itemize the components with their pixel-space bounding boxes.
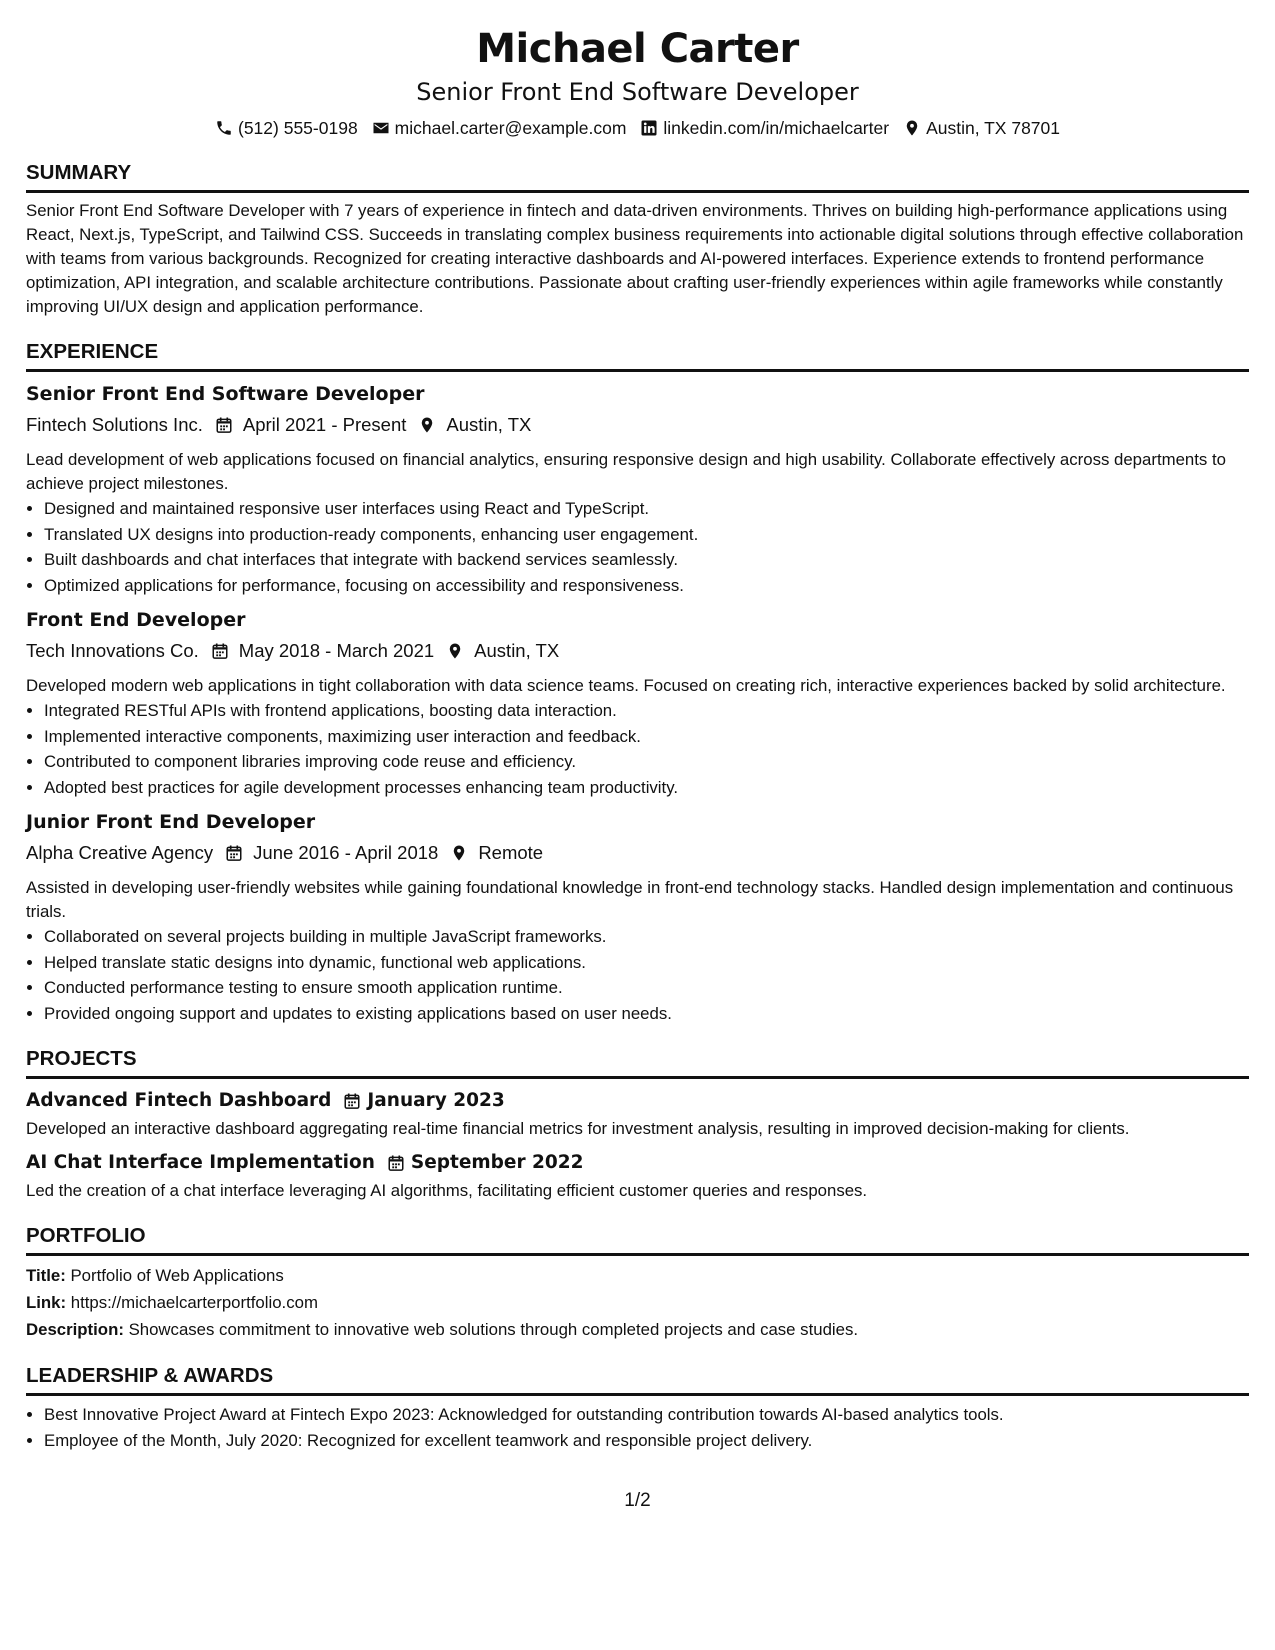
resume-header (26, 22, 1249, 140)
project-date: September 2022 (410, 1152, 584, 1173)
job-location: Austin, TX (446, 414, 532, 435)
map-pin-icon (418, 416, 436, 434)
portfolio-link-row (26, 1289, 1249, 1316)
project-name: Advanced Fintech Dashboard (26, 1090, 332, 1111)
project-description: Developed an interactive dashboard aggregating real-time financial metrics for investment analysis, resulting in improved decision-making for clients. (26, 1119, 1130, 1138)
portfolio-description-row (26, 1316, 1249, 1343)
job-bullets (26, 496, 1249, 598)
contact-email[interactable] (372, 116, 627, 140)
list-item: • Employee of the Month, July 2020: Recognized for excellent teamwork and responsible project delivery. (44, 1428, 1249, 1454)
contact-location (903, 116, 1060, 140)
list-item: • Best Innovative Project Award at Fintech Expo 2023: Acknowledged for outstanding contribution towards AI-based analytics tools. (44, 1402, 1249, 1428)
portfolio-title-value: Portfolio of Web Applications (70, 1266, 284, 1285)
calendar-icon (225, 844, 243, 862)
contact-phone (215, 116, 358, 140)
section-title-projects: PROJECTS (26, 1046, 1249, 1079)
contact-bar (26, 116, 1249, 140)
awards-section (26, 1363, 1249, 1453)
summary-text: Senior Front End Software Developer with 7 years of experience in fintech and data-driven environments. Thrives on building high-performance applications using React, Next.js, TypeScript, and Tailwind CSS. Succeeds in translating complex business requirements into actionable digital solutions through effective collaboration with teams from various backgrounds. Recognized for creating interactive dashboards and AI-powered interfaces. Experience extends to frontend performance optimization, API integration, and scalable architecture contributions. Passionate about crafting user-friendly experiences within agile frameworks while constantly improving UI/UX design and application performance. (26, 201, 1244, 316)
list-item: • Adopted best practices for agile development processes enhancing team productivity. (44, 775, 1249, 801)
job-description: Assisted in developing user-friendly websites while gaining foundational knowledge in front-end technology stacks. Handled design implementation and continuous trials. (26, 878, 1234, 921)
job-entry (26, 606, 1249, 800)
calendar-icon (387, 1154, 405, 1172)
list-item: • Integrated RESTful APIs with frontend applications, boosting data interaction. (44, 698, 1249, 724)
location-text: Austin, TX 78701 (926, 118, 1060, 138)
job-description: Lead development of web applications focused on financial analytics, ensuring responsive design and high usability. Collaborate effectively across departments to achieve project milestones. (26, 450, 1226, 493)
list-item: • Translated UX designs into production-ready components, enhancing user engagement. (44, 522, 1249, 548)
list-item: • Implemented interactive components, maximizing user interaction and feedback. (44, 724, 1249, 750)
experience-section (26, 339, 1249, 1026)
job-meta (26, 838, 1249, 868)
job-location: Austin, TX (474, 640, 560, 661)
list-item: • Conducted performance testing to ensure smooth application runtime. (44, 975, 1249, 1001)
job-bullets (26, 924, 1249, 1026)
candidate-role: Senior Front End Software Developer (416, 78, 859, 106)
awards-list (26, 1402, 1249, 1453)
job-location: Remote (478, 842, 544, 863)
project-date: January 2023 (367, 1090, 505, 1111)
portfolio-title-row (26, 1262, 1249, 1289)
project-header (26, 1149, 1249, 1177)
portfolio-description-label: Description: (26, 1320, 124, 1339)
job-entry (26, 380, 1249, 598)
list-item: • Built dashboards and chat interfaces that integrate with backend services seamlessly. (44, 547, 1249, 573)
calendar-icon (343, 1092, 361, 1110)
portfolio-link-label: Link: (26, 1293, 67, 1312)
section-title-awards: LEADERSHIP & AWARDS (26, 1363, 1249, 1396)
job-title: Front End Developer (26, 609, 246, 631)
job-title: Junior Front End Developer (26, 811, 316, 833)
job-meta (26, 636, 1249, 666)
map-pin-icon (903, 119, 921, 137)
job-meta (26, 410, 1249, 440)
job-entry (26, 808, 1249, 1026)
job-company: Tech Innovations Co. (26, 640, 199, 661)
list-item: • Optimized applications for performance, focusing on accessibility and responsiveness. (44, 573, 1249, 599)
envelope-icon (372, 119, 390, 137)
phone-icon (215, 119, 233, 137)
project-entry (26, 1087, 1249, 1141)
job-dates: April 2021 - Present (242, 414, 407, 435)
phone-text: (512) 555-0198 (238, 118, 358, 138)
job-title: Senior Front End Software Developer (26, 383, 425, 405)
job-company: Alpha Creative Agency (26, 842, 214, 863)
calendar-icon (211, 642, 229, 660)
section-title-portfolio: PORTFOLIO (26, 1223, 1249, 1256)
section-title-experience: EXPERIENCE (26, 339, 1249, 372)
portfolio-title-label: Title: (26, 1266, 66, 1285)
list-item: • Designed and maintained responsive user interfaces using React and TypeScript. (44, 496, 1249, 522)
job-dates: June 2016 - April 2018 (253, 842, 439, 863)
candidate-name: Michael Carter (476, 26, 799, 72)
list-item: • Collaborated on several projects building in multiple JavaScript frameworks. (44, 924, 1249, 950)
linkedin-icon (640, 119, 658, 137)
map-pin-icon (446, 642, 464, 660)
job-description: Developed modern web applications in tight collaboration with data science teams. Focused on creating rich, interactive experiences backed by solid architecture. (26, 676, 1226, 695)
portfolio-link-value[interactable]: https://michaelcarterportfolio.com (70, 1293, 318, 1312)
portfolio-description-value: Showcases commitment to innovative web solutions through completed projects and case studies. (128, 1320, 859, 1339)
project-header (26, 1087, 1249, 1115)
page-number: 1/2 (624, 1490, 651, 1511)
list-item: • Helped translate static designs into dynamic, functional web applications. (44, 950, 1249, 976)
project-name: AI Chat Interface Implementation (26, 1152, 375, 1173)
map-pin-icon (450, 844, 468, 862)
portfolio-section (26, 1223, 1249, 1343)
summary-section (26, 160, 1249, 319)
linkedin-text[interactable]: linkedin.com/in/michaelcarter (663, 118, 890, 138)
calendar-icon (215, 416, 233, 434)
projects-section (26, 1046, 1249, 1203)
job-bullets (26, 698, 1249, 800)
email-text[interactable]: michael.carter@example.com (394, 118, 627, 138)
job-company: Fintech Solutions Inc. (26, 414, 203, 435)
list-item: • Provided ongoing support and updates to existing applications based on user needs. (44, 1001, 1249, 1027)
contact-linkedin[interactable] (640, 116, 889, 140)
job-dates: May 2018 - March 2021 (238, 640, 435, 661)
project-entry (26, 1149, 1249, 1203)
list-item: • Contributed to component libraries improving code reuse and efficiency. (44, 749, 1249, 775)
project-description: Led the creation of a chat interface leveraging AI algorithms, facilitating efficient customer queries and responses. (26, 1181, 868, 1200)
section-title-summary: SUMMARY (26, 160, 1249, 193)
